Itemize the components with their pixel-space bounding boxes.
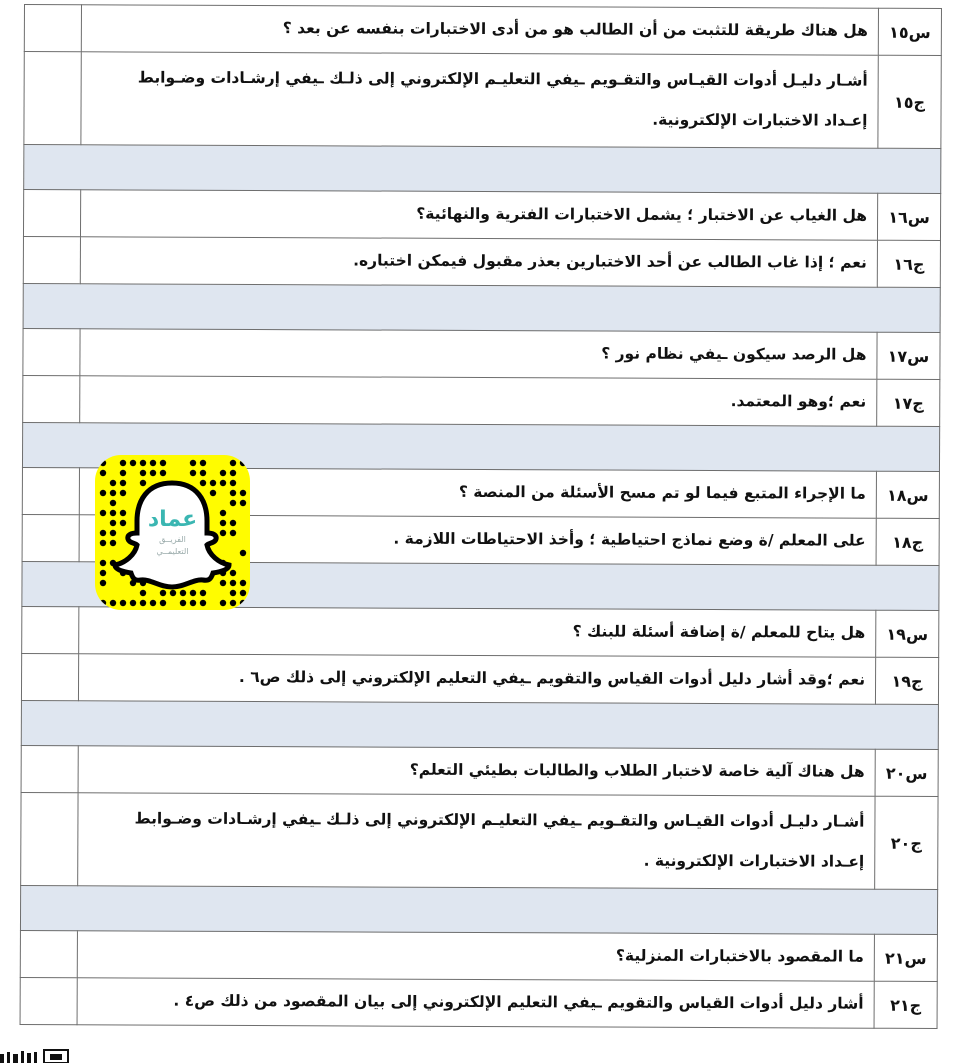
snapcode-dot bbox=[240, 490, 246, 496]
snapcode bbox=[95, 455, 250, 610]
snapcode-dot bbox=[230, 480, 236, 486]
empty-cell bbox=[20, 977, 77, 1024]
snapcode-subtitle: الفريــق bbox=[159, 535, 186, 544]
answer-row-17 bbox=[23, 375, 940, 426]
snapcode-dot bbox=[220, 470, 226, 476]
snapcode-dot bbox=[230, 590, 236, 596]
question-label: س٢١ bbox=[874, 934, 937, 981]
answer-text: نعم ؛ إذا غاب الطالب عن أحد الاختبارين بعذر مقبول فيمكن اختباره. bbox=[80, 237, 877, 287]
snapcode-dot bbox=[150, 470, 156, 476]
snapcode-dot bbox=[240, 590, 246, 596]
snapcode-dot bbox=[140, 590, 146, 596]
snapcode-dot bbox=[200, 480, 206, 486]
snapcode-dot bbox=[150, 600, 156, 606]
snapcode-dot bbox=[100, 470, 106, 476]
snapcode-dot bbox=[140, 470, 146, 476]
snapcode-dot bbox=[170, 590, 176, 596]
snapcode-dot bbox=[160, 600, 166, 606]
empty-cell bbox=[23, 328, 80, 375]
snapcode-dot bbox=[220, 600, 226, 606]
snapcode-dot bbox=[160, 590, 166, 596]
answer-label: ج٢٠ bbox=[875, 796, 938, 889]
empty-cell bbox=[20, 930, 77, 977]
snapcode-dot bbox=[140, 480, 146, 486]
answer-text: أشـار دليـل أدوات القيـاس والتقـويم ـيفي التعليـم الإلكتروني إلى ذلـك ـيفي إرشـادات وضـوابط إعـداد الاختبارات الإلكترونية . bbox=[78, 793, 875, 889]
answer-text: أشـار دليـل أدوات القيـاس والتقـويم ـيفي التعليـم الإلكتروني إلى ذلـك ـيفي إرشـادات وضـوابط إعـداد الاختبارات الإلكترونية. bbox=[81, 52, 878, 148]
answer-text: نعم ؛وهو المعتمد. bbox=[80, 376, 877, 426]
snapcode-dot bbox=[190, 470, 196, 476]
question-label: س١٧ bbox=[877, 332, 940, 379]
snapcode-name: عماد bbox=[147, 507, 198, 532]
empty-cell bbox=[22, 514, 79, 561]
snapcode-dot bbox=[100, 490, 106, 496]
answer-label: ج١٥ bbox=[878, 55, 941, 148]
snapcode-dots bbox=[95, 455, 250, 610]
question-label: س١٦ bbox=[877, 193, 940, 240]
empty-cell bbox=[24, 52, 81, 145]
snapcode-dot bbox=[120, 460, 126, 466]
snapcode-dot bbox=[200, 600, 206, 606]
empty-cell bbox=[21, 745, 78, 792]
snapcode-dot bbox=[100, 570, 106, 576]
snapcode-dot bbox=[230, 490, 236, 496]
answer-label: ج١٩ bbox=[875, 657, 938, 704]
snapcode-dot bbox=[220, 580, 226, 586]
question-text: هل الغياب عن الاختبار ؛ يشمل الاختبارات الفترية والنهائية؟ bbox=[80, 190, 877, 240]
barcode-fragment bbox=[0, 1046, 70, 1063]
snapcode-dot bbox=[210, 490, 216, 496]
empty-cell bbox=[22, 467, 79, 514]
answer-row-20 bbox=[21, 792, 938, 889]
answer-text: أشار دليل أدوات القياس والتقويم ـيفي التعليم الإلكتروني إلى بيان المقصود من ذلك ص٤ . bbox=[77, 978, 874, 1028]
snapcode-dot bbox=[130, 460, 136, 466]
snapcode-dot bbox=[180, 600, 186, 606]
separator-row bbox=[20, 885, 937, 934]
answer-label: ج١٦ bbox=[877, 240, 940, 287]
separator-row bbox=[24, 145, 941, 194]
answer-row-21 bbox=[20, 977, 937, 1028]
snapcode-dot bbox=[120, 470, 126, 476]
empty-cell bbox=[21, 792, 78, 885]
snapcode-dot bbox=[200, 470, 206, 476]
snapcode-subtitle: التعليمــي bbox=[156, 547, 189, 556]
snapcode-dot bbox=[230, 500, 236, 506]
snapcode-dot bbox=[110, 500, 116, 506]
answer-text: نعم ؛وقد أشار دليل أدوات القياس والتقويم ـيفي التعليم الإلكتروني إلى ذلك ص٦ . bbox=[78, 654, 875, 704]
snapcode-dot bbox=[190, 600, 196, 606]
question-text: هل هناك آلية خاصة لاختبار الطلاب والطالبات بطيئي التعلم؟ bbox=[78, 746, 875, 796]
question-text: هل الرصد سيكون ـيفي نظام نور ؟ bbox=[80, 329, 877, 379]
answer-label: ج١٨ bbox=[876, 518, 939, 565]
snapcode-dot bbox=[200, 590, 206, 596]
separator-row bbox=[23, 283, 940, 332]
snapcode-dot bbox=[190, 590, 196, 596]
snapcode-dot bbox=[120, 480, 126, 486]
empty-cell bbox=[21, 653, 78, 700]
question-label: س١٥ bbox=[878, 8, 941, 55]
snapcode-dot bbox=[140, 600, 146, 606]
snapcode-dot bbox=[230, 570, 236, 576]
snapcode-dot bbox=[160, 460, 166, 466]
snapcode-dot bbox=[120, 600, 126, 606]
snapcode-dot bbox=[110, 480, 116, 486]
snapcode-dot bbox=[120, 490, 126, 496]
snapcode-dot bbox=[230, 460, 236, 466]
snapcode-dot bbox=[100, 580, 106, 586]
snapcode-dot bbox=[160, 470, 166, 476]
answer-row-19 bbox=[21, 653, 938, 704]
answer-label: ج١٧ bbox=[877, 379, 940, 426]
snapcode-dot bbox=[150, 460, 156, 466]
snapcode-dot bbox=[230, 600, 236, 606]
question-row-17 bbox=[23, 328, 940, 379]
snapcode-dot bbox=[100, 560, 106, 566]
answer-row-15 bbox=[24, 52, 941, 149]
empty-cell bbox=[23, 190, 80, 237]
snapcode-dot bbox=[220, 480, 226, 486]
snapcode-dot bbox=[240, 500, 246, 506]
question-label: س١٩ bbox=[876, 610, 939, 657]
question-text: هل هناك طريقة للتثبت من أن الطالب هو من أدى الاختبارات بنفسه عن بعد ؟ bbox=[81, 5, 878, 55]
snapcode-dot bbox=[180, 590, 186, 596]
snapcode-dot bbox=[230, 470, 236, 476]
snapcode-dot bbox=[110, 600, 116, 606]
question-row-20 bbox=[21, 745, 938, 796]
question-row-15 bbox=[24, 5, 941, 56]
snapcode-dot bbox=[230, 580, 236, 586]
question-row-21 bbox=[20, 930, 937, 981]
empty-cell bbox=[24, 5, 81, 52]
question-text: هل يتاح للمعلم /ة إضافة أسئلة للبنك ؟ bbox=[79, 607, 876, 657]
separator-row bbox=[21, 700, 938, 749]
snapcode-dot bbox=[110, 490, 116, 496]
snapcode-dot bbox=[140, 460, 146, 466]
question-text: ما الإجراء المتبع فيما لو تم مسح الأسئلة من المنصة ؟ bbox=[79, 468, 876, 518]
question-label: س٢٠ bbox=[875, 749, 938, 796]
question-row-19 bbox=[22, 606, 939, 657]
snapcode-dot bbox=[190, 460, 196, 466]
question-row-16 bbox=[23, 190, 940, 241]
answer-row-16 bbox=[23, 236, 940, 287]
question-label: س١٨ bbox=[876, 471, 939, 518]
empty-cell bbox=[23, 375, 80, 422]
answer-text: على المعلم /ة وضع نماذج احتياطية ؛ وأخذ الاحتياطات اللازمة . bbox=[79, 515, 876, 565]
snapcode-dot bbox=[210, 480, 216, 486]
question-text: ما المقصود بالاختبارات المنزلية؟ bbox=[77, 931, 874, 981]
snapcode-dot bbox=[200, 460, 206, 466]
snapcode-dot bbox=[240, 580, 246, 586]
answer-label: ج٢١ bbox=[874, 981, 937, 1028]
empty-cell bbox=[22, 606, 79, 653]
snapcode-dot bbox=[130, 600, 136, 606]
empty-cell bbox=[23, 236, 80, 283]
